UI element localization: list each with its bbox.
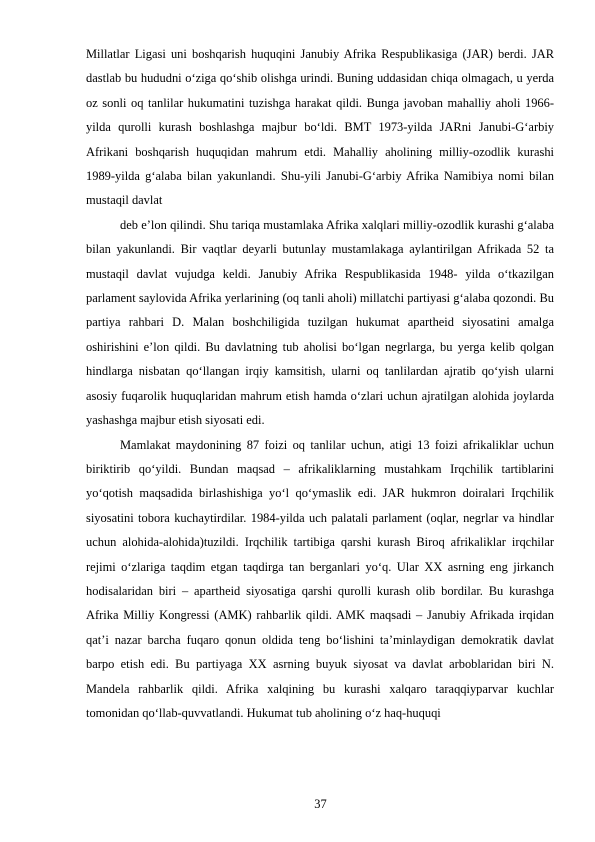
- paragraph-1: Millatlar Ligasi uni boshqarish huquqini Janubiy Afrika Respublikasiga (JAR) berdi. JAR dastlab bu hududni o‘ziga qo‘shib olishga urindi. Buning uddasidan chiqa olmagach, u yerda oz sonli oq tanlilar hukumatini tuzishga harakat qildi. Bunga javoban mahalliy aholi 1966-yilda qurolli kurash boshlashga majbur bo‘ldi. BMT 1973-yilda JARni Janubi-G‘arbiy Afrikani boshqarish huquqidan mahrum etdi. Mahalliy aholining milliy-ozodlik kurashi 1989-yilda g‘alaba bilan yakunlandi. Shu-yili Janubi-G‘arbiy Afrika Namibiya nomi bilan mustaqil davlat: [86, 47, 554, 208]
- page-number: 37: [314, 797, 327, 811]
- document-body: [86, 42, 554, 725]
- paragraph-3: Mamlakat maydonining 87 foizi oq tanlilar uchun, atigi 13 foizi afrikaliklar uchun biriktirib qo‘yildi. Bundan maqsad – afrikaliklarning mustahkam Irqchilik tartiblarini yo‘qotish maqsadida birlashishiga yo‘l qo‘ymaslik edi. JAR hukmron doiralari Irqchilik siyosatini tobora kuchaytirdilar. 1984-yilda uch palatali parlament (oqlar, negrlar va hindlar uchun alohida-alohida)tuzildi. Irqchilik tartibiga qarshi kurash Biroq afrikaliklar irqchilar rejimi o‘zlariga taqdim etgan taqdirga tan berganlari yo‘q. Ular XX asrning eng jirkanch hodisalaridan biri – apartheid siyosatiga qarshi qurolli kurash olib bordilar. Bu kurashga Afrika Milliy Kongressi (AMK) rahbarlik qildi. AMK maqsadi – Janubiy Afrikada irqidan qat’i nazar barcha fuqaro qonun oldida teng bo‘lishini ta’minlaydigan demokratik davlat barpo etish edi. Bu partiyaga XX asrning buyuk siyosat va davlat arboblaridan biri N. Mandela rahbarlik qildi. Afrika xalqining bu kurashi xalqaro taraqqiyparvar kuchlar tomonidan qo‘llab-quvvatlandi. Hukumat tub aholining o‘z haq-huquqi: [86, 437, 554, 720]
- paragraph-2: deb e’lon qilindi. Shu tariqa mustamlaka Afrika xalqlari milliy-ozodlik kurashi g‘alaba bilan yakunlandi. Bir vaqtlar deyarli butunlay mustamlakaga aylantirilgan Afrikada 52 ta mustaqil davlat vujudga keldi. Janubiy Afrika Respublikasida 1948- yilda o‘tkazilgan parlament saylovida Afrika yerlarining (oq tanli aholi) millatchi partiyasi g‘alaba qozondi. Bu partiya rahbari D. Malan boshchiligida tuzilgan hukumat apartheid siyosatini amalga oshirishini e’lon qildi. Bu davlatning tub aholisi bo‘lgan negrlarga, bu yerga kelib qolgan hindlarga nisbatan qo‘llangan irqiy kamsitish, ularni oq tanlilardan ajratib qo‘yish ularni asosiy fuqarolik huquqlaridan mahrum etish hamda o‘zlari uchun ajratilgan alohida joylarda yashashga majbur etish siyosati edi.: [86, 217, 554, 428]
